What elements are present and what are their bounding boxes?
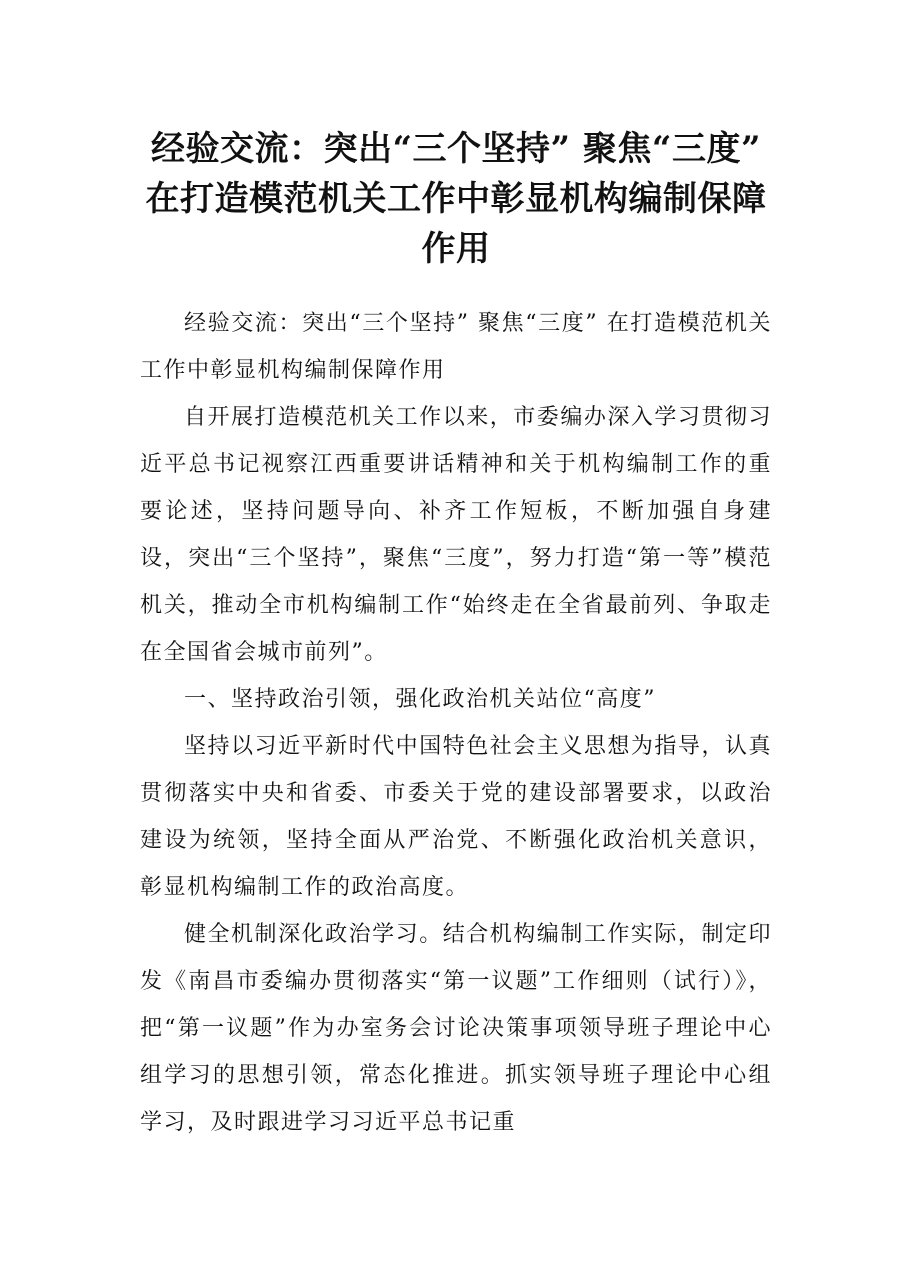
paragraph-introduction: 自开展打造模范机关工作以来，市委编办深入学习贯彻习近平总书记视察江西重要讲话精神和关于机构编制工作的重要论述，坚持问题导向、补齐工作短板，不断加强自身建设，突出“三个坚持”，聚焦“三度”，努力打造“第一等”模范机关，推动全市机构编制工作“始终走在全省最前列、争取走在全国省会城市前列”。: [140, 405, 772, 665]
paragraph-repeated-title: 经验交流：突出“三个坚持” 聚焦“三度” 在打造模范机关工作中彰显机构编制保障作用: [140, 311, 772, 383]
paragraph-political-study: 健全机制深化政治学习。结合机构编制工作实际，制定印发《南昌市委编办贯彻落实“第一议题”工作细则（试行）》，把“第一议题”作为办室务会讨论决策事项领导班子理论中心组学习的思想引领，常态化推进。抓实领导班子理论中心组学习，及时跟进学习习近平总书记重: [140, 922, 772, 1135]
document-title: 经验交流：突出“三个坚持” 聚焦“三度” 在打造模范机关工作中彰显机构编制保障作用: [145, 129, 767, 269]
section-heading-1: 一、坚持政治引领，强化政治机关站位“高度”: [184, 687, 656, 712]
paragraph-section-1-overview: 坚持以习近平新时代中国特色社会主义思想为指导，认真贯彻落实中央和省委、市委关于党的建设部署要求，以政治建设为统领，坚持全面从严治党、不断强化政治机关意识，彰显机构编制工作的政治高度。: [140, 734, 772, 900]
document-body: [140, 300, 772, 1146]
